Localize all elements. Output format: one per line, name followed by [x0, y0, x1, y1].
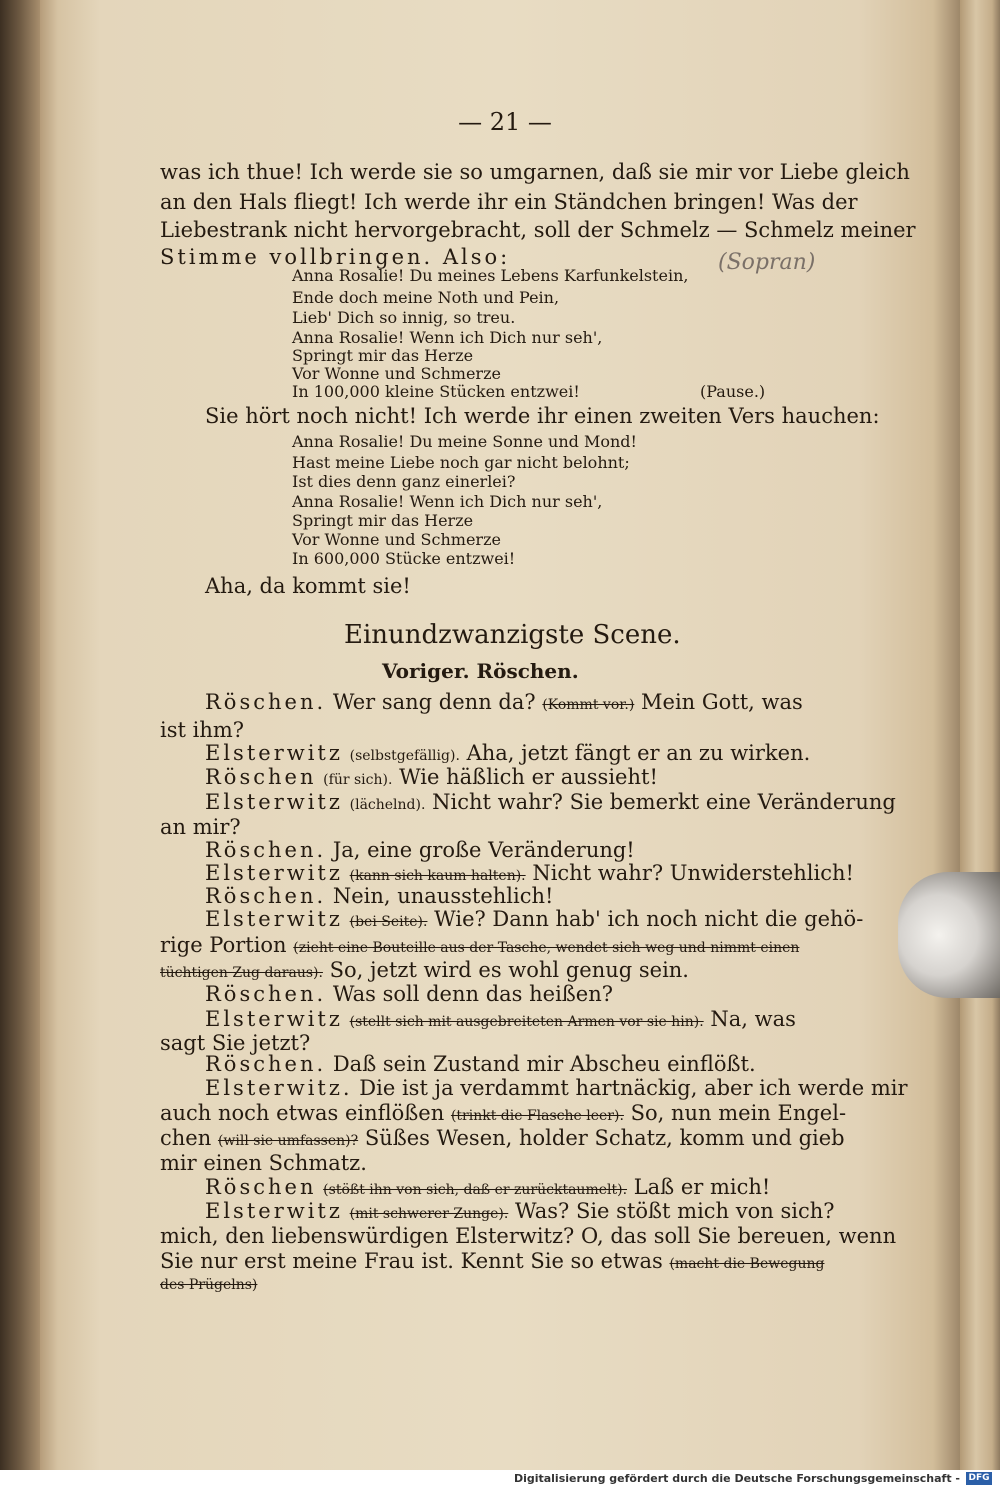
- verse-line: Anna Rosalie! Wenn ich Dich nur seh',: [292, 328, 603, 347]
- verse-line: Vor Wonne und Schmerze: [292, 530, 501, 549]
- text-line: an mir?: [160, 815, 241, 839]
- page-edge: [960, 0, 1000, 1470]
- stage-direction: (Kommt vor.): [542, 697, 635, 713]
- text-line: Aha, da kommt sie!: [205, 574, 411, 598]
- verse-line: Anna Rosalie! Du meine Sonne und Mond!: [292, 432, 637, 451]
- speaker-name: Elsterwitz: [205, 1199, 343, 1223]
- stage-direction: (macht die Bewegung: [669, 1256, 825, 1272]
- dialogue-text: Sie nur erst meine Frau ist. Kennt Sie so etwas: [160, 1249, 663, 1273]
- dfg-logo: DFG: [966, 1472, 992, 1485]
- speaker-name: Röschen.: [205, 690, 327, 714]
- verse-line: In 100,000 kleine Stücken entzwei!: [292, 382, 580, 401]
- speaker-name: Elsterwitz: [205, 741, 343, 765]
- speaker-name: Röschen.: [205, 884, 327, 908]
- speaker-name: Röschen.: [205, 838, 327, 862]
- stage-direction: (will sie umfassen)?: [217, 1133, 359, 1149]
- stage-direction: (trinkt die Flasche leer).: [450, 1108, 624, 1124]
- dialogue-text: Was soll denn das heißen?: [332, 982, 614, 1006]
- dialogue-text: So, nun mein Engel-: [630, 1101, 847, 1125]
- speaker-name: Elsterwitz: [205, 1007, 343, 1031]
- dialogue-text: Was? Sie stößt mich von sich?: [514, 1199, 835, 1223]
- text-line: was ich thue! Ich werde sie so umgarnen, daß sie mir vor Liebe gleich: [160, 160, 910, 184]
- dialogue-text: Nein, unausstehlich!: [332, 884, 554, 908]
- dialogue-text: Süßes Wesen, holder Schatz, komm und gieb: [364, 1126, 845, 1150]
- verse-line: Anna Rosalie! Du meines Lebens Karfunkelstein,: [292, 266, 689, 285]
- text-line: mir einen Schmatz.: [160, 1151, 367, 1175]
- speaker-name: Röschen.: [205, 982, 327, 1006]
- dialogue-text: Nicht wahr? Sie bemerkt eine Veränderung: [432, 790, 896, 814]
- stage-direction: (zieht eine Bouteille aus der Tasche, wendet sich weg und nimmt einen: [293, 940, 800, 956]
- speaker-name: Elsterwitz: [205, 861, 343, 885]
- dialogue-text: Laß er mich!: [633, 1175, 771, 1199]
- stage-direction: (stößt ihn von sich, daß er zurücktaumelt).: [323, 1182, 628, 1198]
- verse-line: Springt mir das Herze: [292, 511, 474, 530]
- text-line: an den Hals fliegt! Ich werde ihr ein Ständchen bringen! Was der: [160, 190, 858, 214]
- text-line: sagt Sie jetzt?: [160, 1031, 311, 1055]
- verse-line: Lieb' Dich so innig, so treu.: [292, 308, 516, 327]
- scene-heading: Einundzwanzigste Scene.: [344, 620, 681, 650]
- dialogue-text: Aha, jetzt fängt er an zu wirken.: [466, 741, 811, 765]
- stage-direction: (lächelnd).: [349, 797, 426, 813]
- verse-line: Anna Rosalie! Wenn ich Dich nur seh',: [292, 492, 603, 511]
- text-line: Sie hört noch nicht! Ich werde ihr einen zweiten Vers hauchen:: [205, 404, 880, 428]
- verse-line: In 600,000 Stücke entzwei!: [292, 549, 516, 568]
- scene-characters: Voriger. Röschen.: [382, 659, 579, 683]
- verse-line: Ende doch meine Noth und Pein,: [292, 288, 560, 307]
- dialogue-text: So, jetzt wird es wohl genug sein.: [329, 958, 689, 982]
- stage-direction: (Pause.): [700, 382, 766, 401]
- dialogue-text: chen: [160, 1126, 212, 1150]
- stage-direction: (für sich).: [323, 772, 393, 788]
- dialogue-text: Nicht wahr? Unwiderstehlich!: [532, 861, 854, 885]
- stage-direction: (kann sich kaum halten).: [349, 868, 526, 884]
- funding-note: Digitalisierung gefördert durch die Deutsche Forschungsgemeinschaft -: [513, 1472, 960, 1485]
- stage-direction: (stellt sich mit ausgebreiteten Armen vor sie hin).: [349, 1014, 704, 1030]
- thumb-shadow: [898, 872, 1000, 998]
- speaker-name: Röschen: [205, 765, 317, 789]
- text-line: Liebestrank nicht hervorgebracht, soll der Schmelz — Schmelz meiner: [160, 218, 916, 242]
- stage-direction: (mit schwerer Zunge).: [349, 1206, 509, 1222]
- dialogue-text: Daß sein Zustand mir Abscheu einflößt.: [332, 1052, 756, 1076]
- text-line: ist ihm?: [160, 718, 245, 742]
- stage-direction: tüchtigen Zug daraus).: [160, 965, 323, 981]
- speaker-name: Elsterwitz: [205, 907, 343, 931]
- stage-direction: des Prügelns): [160, 1277, 258, 1293]
- dialogue-text: Wie? Dann hab' ich noch nicht die gehö-: [434, 907, 864, 931]
- speaker-name: Elsterwitz.: [205, 1076, 353, 1100]
- dialogue-text: Wie häßlich er aussieht!: [399, 765, 658, 789]
- dialogue-text: Wer sang denn da?: [332, 690, 536, 714]
- text-line: Stimme vollbringen. Also:: [160, 245, 511, 269]
- speaker-name: Röschen: [205, 1175, 317, 1199]
- dialogue-text: Die ist ja verdammt hartnäckig, aber ich werde mir: [359, 1076, 908, 1100]
- dialogue-text: Ja, eine große Veränderung!: [332, 838, 635, 862]
- dialogue-text: rige Portion: [160, 933, 287, 957]
- stage-direction: (selbstgefällig).: [349, 748, 460, 764]
- verse-line: Hast meine Liebe noch gar nicht belohnt;: [292, 453, 630, 472]
- verse-line: Springt mir das Herze: [292, 346, 474, 365]
- dialogue-text: Na, was: [710, 1007, 796, 1031]
- speaker-name: Elsterwitz: [205, 790, 343, 814]
- verse-line: Vor Wonne und Schmerze: [292, 364, 501, 383]
- dialogue-text: auch noch etwas einflößen: [160, 1101, 445, 1125]
- verse-line: Ist dies denn ganz einerlei?: [292, 472, 516, 491]
- pencil-annotation: (Sopran): [718, 250, 816, 275]
- dialogue-text: Mein Gott, was: [641, 690, 803, 714]
- stage-direction: (bei Seite).: [349, 914, 428, 930]
- text-line: mich, den liebenswürdigen Elsterwitz? O, das soll Sie bereuen, wenn: [160, 1224, 897, 1248]
- speaker-name: Röschen.: [205, 1052, 327, 1076]
- page-number: — 21 —: [458, 108, 552, 136]
